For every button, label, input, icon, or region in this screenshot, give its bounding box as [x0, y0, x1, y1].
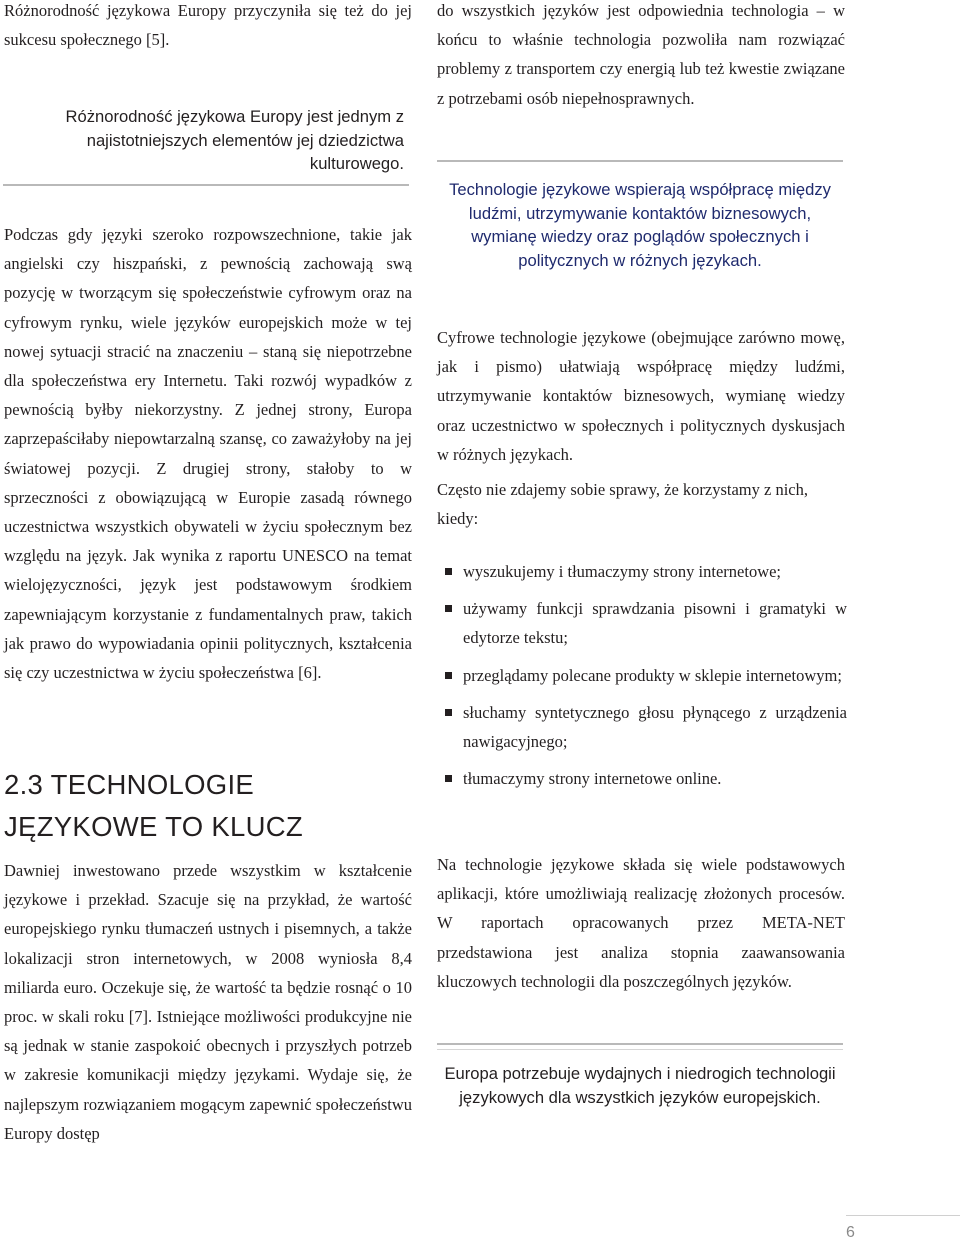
left-divider — [3, 184, 409, 186]
right-pull-quote-2: Europa potrzebuje wydajnych i niedrogich technologii językowych dla wszystkich języków europejskich. — [444, 1064, 836, 1107]
section-title: TECHNOLOGIE JĘZYKOWE TO KLUCZ — [4, 769, 303, 842]
right-pull-quote-1: Technologie językowe wspierają współpracę między ludźmi, utrzymywanie kontaktów biznesowych, wymianę wiedzy oraz poglądów społecznych i politycznych w różnych językach. — [449, 180, 831, 270]
page-number: 6 — [846, 1224, 855, 1241]
page-number-rule — [846, 1215, 960, 1216]
right-divider-bottom-thin — [437, 1049, 843, 1050]
list-item: używamy funkcji sprawdzania pisowni i gramatyki w edytorze tekstu; — [437, 594, 847, 652]
square-bullet-icon — [445, 672, 452, 679]
right-paragraph-2: Cyfrowe technologie językowe (obejmujące zarówno mowę, jak i pismo) ułatwiają współpracę między ludźmi, utrzymywanie kontaktów biznesowych, wymianę wiedzy oraz uczestnictwo w społecznych i politycznych dyskusjach w różnych językach. — [437, 328, 845, 464]
list-item: przeglądamy polecane produkty w sklepie internetowym; — [437, 661, 847, 690]
square-bullet-icon — [445, 568, 452, 575]
square-bullet-icon — [445, 709, 452, 716]
list-item: słuchamy syntetycznego głosu płynącego z urządzenia nawigacyjnego; — [437, 698, 847, 756]
right-divider-top — [437, 160, 843, 162]
square-bullet-icon — [445, 775, 452, 782]
left-paragraph-3: Dawniej inwestowano przede wszystkim w kształcenie językowe i przekład. Szacuje się na przykład, że wartość europejskiego rynku tłumaczeń ustnych i pisemnych, a także lokalizacji stron internetowych, w 2008 wyniosła 8,4 miliarda euro. Oczekuje się, że wartość ta będzie rosnąć o 10 proc. w skali roku [7]. Istniejące możliwości produkcyjne nie są jednak w stanie zaspokoić obecnych i przyszłych potrzeb w zakresie komunikacji między językami. Wydaje się, że najlepszym rozwiązaniem mogącym zapewnić społeczeństwu Europy dostęp — [4, 861, 412, 1143]
right-paragraph-3: Często nie zdajemy sobie sprawy, że korzystamy z nich, kiedy: — [437, 480, 808, 529]
left-paragraph-2: Podczas gdy języki szeroko rozpowszechnione, takie jak angielski czy hiszpański, z pewnością zachowają swą pozycję w tworzącym się społeczeństwie cyfrowym oraz na cyfrowym rynku, wiele języków europejskich może w tej nowej sytuacji stracić na znaczeniu – staną się niepotrzebne dla społeczeństwa ery Internetu. Taki rozwój wypadków z pewnością byłby niekorzystny. Z jednej strony, Europa zaprzepaściłaby niepowtarzalną szansę, co zaważyłoby na jej światowej pozycji. Z drugiej strony, stałoby to w sprzeczności z obowiązującą w Europie zasadą równego uczestnictwa wszystkich obywateli w życiu społecznym bez względu na język. Jak wynika z raportu UNESCO na temat wielojęzyczności, język jest podstawowym środkiem zapewniającym korzystanie z fundamentalnych praw, takich jak prawo do wypowiadania opinii politycznych, kształcenia się czy uczestnictwa w życiu społeczeństwa [6]. — [4, 225, 412, 683]
left-paragraph-1: Różnorodność językowa Europy przyczyniła się też do jej sukcesu społecznego [5]. — [4, 1, 412, 50]
section-number: 2.3 — [4, 769, 44, 800]
list-item: wyszukujemy i tłumaczymy strony internetowe; — [437, 557, 847, 586]
section-heading — [4, 764, 412, 848]
right-divider-bottom — [437, 1043, 843, 1045]
technology-use-list — [437, 557, 847, 801]
square-bullet-icon — [445, 605, 452, 612]
right-paragraph-1: do wszystkich języków jest odpowiednia technologia – w końcu to właśnie technologia pozwoliła nam rozwiązać problemy z transportem czy energią lub też kwestie związane z potrzebami osób niepełnosprawnych. — [437, 1, 845, 108]
list-item: tłumaczymy strony internetowe online. — [437, 764, 847, 793]
right-paragraph-4: Na technologie językowe składa się wiele podstawowych aplikacji, które umożliwiają realizację złożonych procesów. W raportach opracowanych przez META-NET przedstawiona jest analiza stopnia zaawansowania kluczowych technologii dla poszczególnych języków. — [437, 855, 845, 991]
left-pull-quote: Różnorodność językowa Europy jest jednym z najistotniejszych elementów jej dziedzictwa kulturowego. — [65, 107, 404, 173]
